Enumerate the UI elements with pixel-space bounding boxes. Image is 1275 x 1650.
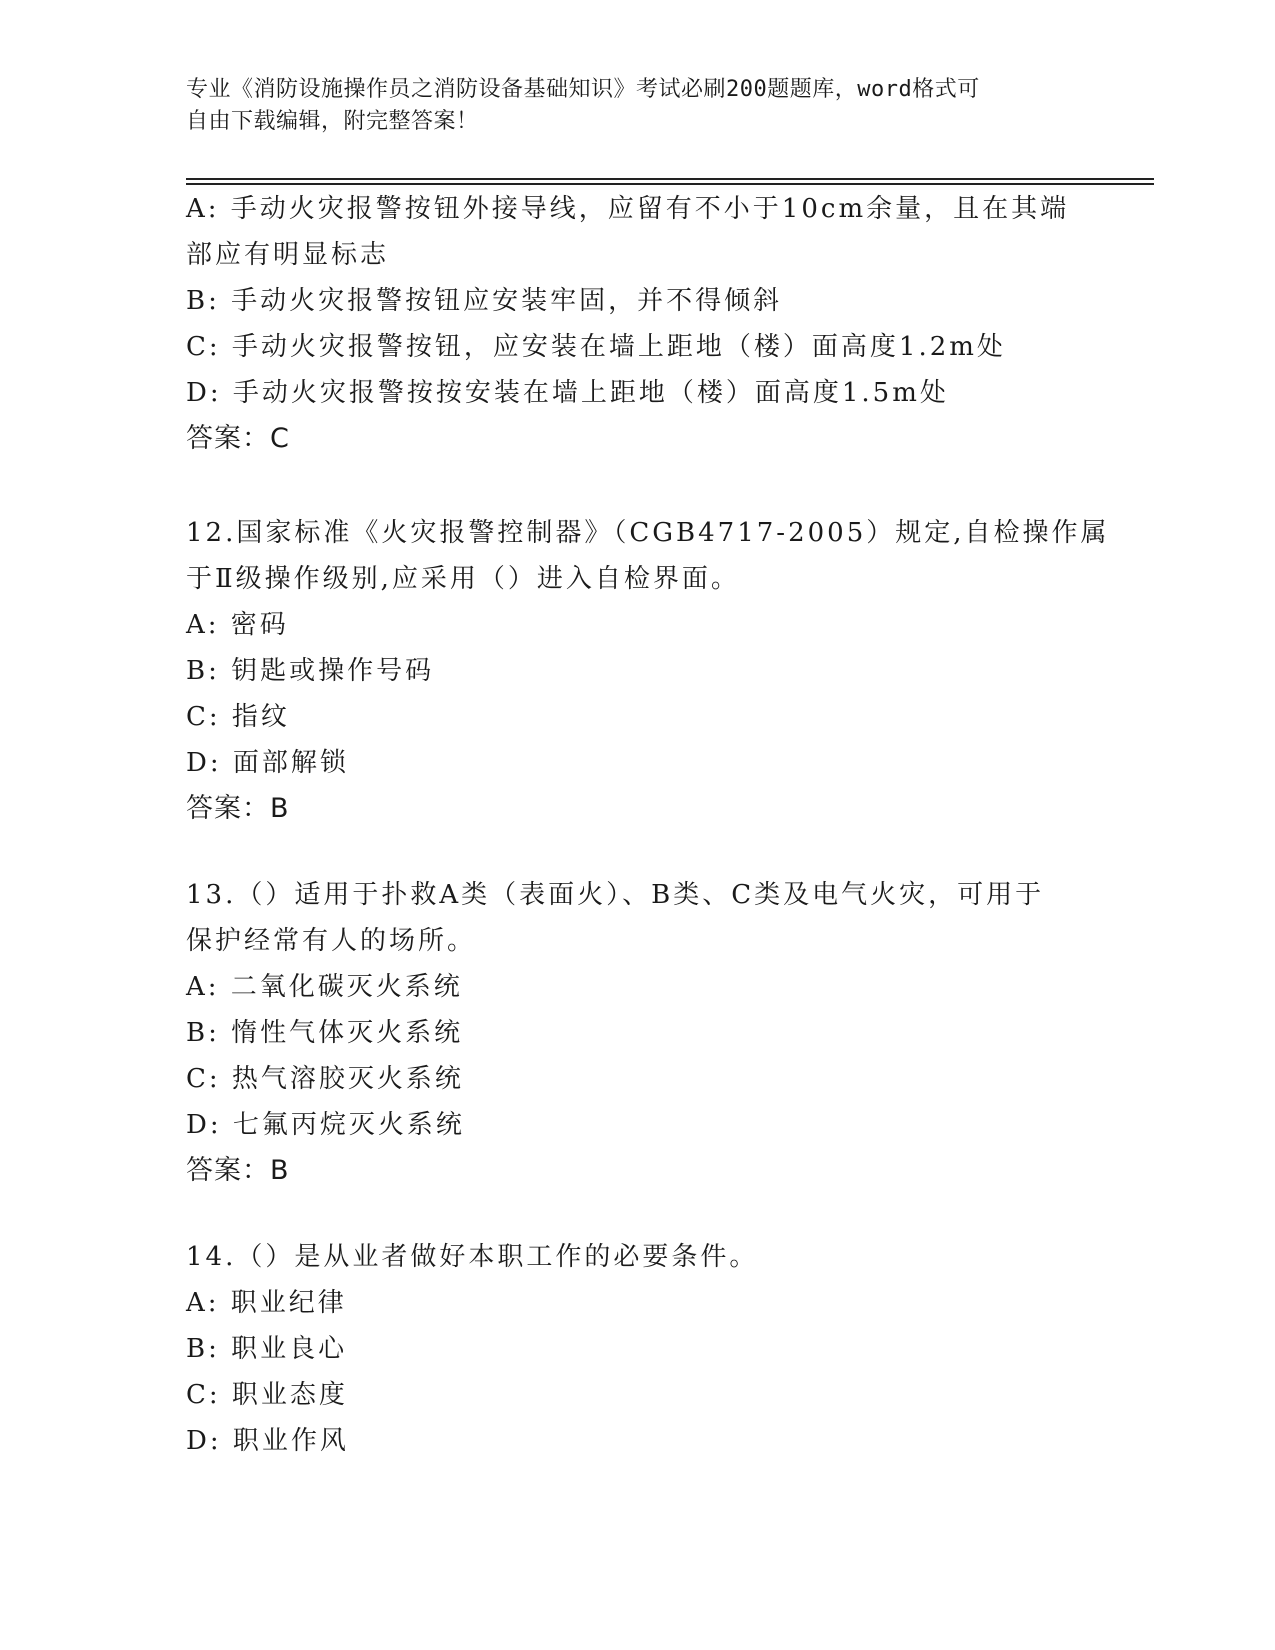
q11-option-d: D: 手动火灾报警按按安装在墙上距地（楼）面高度1.5m处 (186, 378, 949, 408)
q12-stem-line-1: 12.国家标准《火灾报警控制器》（CGB4717-2005）规定,自检操作属 (186, 518, 1110, 548)
header-line-2: 自由下载编辑，附完整答案！ (186, 109, 479, 134)
q13-stem-line-1: 13.（）适用于扑救A类（表面火）、B类、C类及电气火灾，可用于 (186, 880, 1045, 910)
q14-option-a: A: 职业纪律 (186, 1288, 347, 1318)
q12-option-c: C: 指纹 (186, 702, 290, 732)
question-13-block (186, 872, 1066, 1194)
question-12-block (186, 510, 1110, 832)
q11-option-a-line-2: 部应有明显标志 (186, 240, 390, 270)
q14-option-d: D: 职业作风 (186, 1426, 349, 1456)
header-divider-top (186, 178, 1154, 180)
question-11-block (186, 186, 1070, 462)
header-line-1: 专业《消防设施操作员之消防设备基础知识》考试必刷200题题库，word格式可 (186, 77, 980, 102)
header-divider-bottom (186, 183, 1154, 185)
q14-option-c: C: 职业态度 (186, 1380, 348, 1410)
q12-option-d: D: 面部解锁 (186, 748, 349, 778)
q14-stem-line-1: 14.（）是从业者做好本职工作的必要条件。 (186, 1242, 759, 1272)
q13-stem-line-2: 保护经常有人的场所。 (186, 926, 477, 956)
document-header (186, 74, 1066, 138)
q13-option-d: D: 七氟丙烷灭火系统 (186, 1110, 465, 1140)
q11-answer: 答案：C (186, 423, 290, 454)
q11-option-a-line-1: A: 手动火灾报警按钮外接导线，应留有不小于10cm余量，且在其端 (186, 194, 1070, 224)
question-14-block (186, 1234, 1066, 1464)
q13-option-a: A: 二氧化碳灭火系统 (186, 972, 463, 1002)
q12-answer: 答案：B (186, 793, 290, 824)
q12-stem-line-2: 于Ⅱ级操作级别,应采用（）进入自检界面。 (186, 564, 740, 594)
q13-option-c: C: 热气溶胶灭火系统 (186, 1064, 464, 1094)
q11-option-b: B: 手动火灾报警按钮应安装牢固，并不得倾斜 (186, 286, 783, 316)
q13-option-b: B: 惰性气体灭火系统 (186, 1018, 464, 1048)
q13-answer: 答案：B (186, 1155, 290, 1186)
q14-option-b: B: 职业良心 (186, 1334, 348, 1364)
q12-option-a: A: 密码 (186, 610, 289, 640)
q12-option-b: B: 钥匙或操作号码 (186, 656, 435, 686)
q11-option-c: C: 手动火灾报警按钮，应安装在墙上距地（楼）面高度1.2m处 (186, 332, 1006, 362)
